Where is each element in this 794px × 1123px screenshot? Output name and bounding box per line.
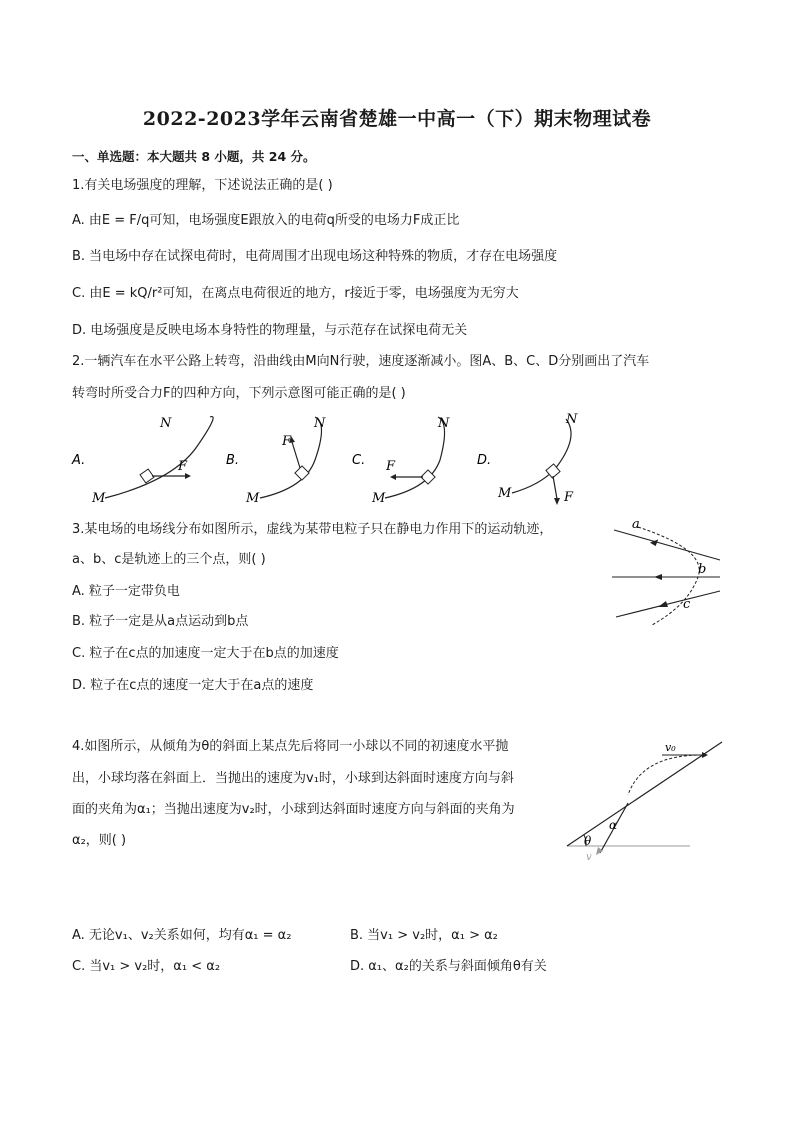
q3-point-a: a — [632, 517, 640, 532]
q4-theta-label: θ — [584, 834, 592, 848]
fig-a-M: M — [92, 491, 106, 506]
q4-option-b: B. 当v₁ > v₂时，α₁ > α₂ — [350, 928, 498, 943]
q1-option-b: B. 当电场中存在试探电荷时，电荷周围才出现电场这种特殊的物质，才存在电场强度 — [72, 249, 558, 264]
q1-option-c: C. 由E = kQ/r²可知，在离点电荷很近的地方，r接近于零，电场强度为无穷大 — [72, 286, 519, 301]
fig-a-F: F — [178, 459, 188, 474]
page-title: 2022-2023学年云南省楚雄一中高一（下）期末物理试卷 — [142, 108, 652, 130]
q4-option-a: A. 无论v₁、v₂关系如何，均有α₁ = α₂ — [72, 928, 292, 943]
q4-stem-line1: 4.如图所示，从倾角为θ的斜面上某点先后将同一小球以不同的初速度水平抛 — [72, 739, 509, 754]
q4-option-d: D. α₁、α₂的关系与斜面倾角θ有关 — [350, 959, 547, 974]
q3-option-a: A. 粒子一定带负电 — [72, 584, 180, 599]
fig-a-N: N — [160, 416, 172, 431]
q4-alpha-label: α — [609, 818, 618, 832]
q2-stem-line2: 转弯时所受合力F的四种方向，下列示意图可能正确的是( ) — [72, 386, 406, 401]
fig-d-label: D. — [477, 453, 492, 468]
q2-stem-line1: 2.一辆汽车在水平公路上转弯，沿曲线由M向N行驶，速度逐渐减小。图A、B、C、D分别画出了汽车 — [72, 354, 650, 369]
q1-option-d: D. 电场强度是反映电场本身特性的物理量，与示范存在试探电荷无关 — [72, 323, 468, 338]
fig-c-F: F — [386, 459, 396, 474]
fig-a-label: A. — [72, 453, 86, 468]
fig-b-label: B. — [226, 453, 240, 468]
fig-b-N: N — [314, 416, 326, 431]
fig-c-label: C. — [352, 453, 366, 468]
q3-option-b: B. 粒子一定是从a点运动到b点 — [72, 614, 249, 629]
section-heading: 一、单选题：本大题共 8 小题，共 24 分。 — [72, 149, 316, 164]
fig-d-M: M — [498, 486, 512, 501]
q4-v0-label: v₀ — [665, 741, 676, 754]
q3-point-b: b — [698, 562, 707, 577]
q2-figure-d — [477, 412, 578, 505]
q2-figures — [60, 405, 620, 515]
fig-c-N: N — [438, 416, 450, 431]
q4-option-c: C. 当v₁ > v₂时，α₁ < α₂ — [72, 959, 221, 974]
q4-v-label: v — [586, 852, 592, 863]
q3-stem-line1: 3.某电场的电场线分布如图所示，虚线为某带电粒子只在静电力作用下的运动轨迹， — [72, 522, 553, 537]
fig-d-N: N — [566, 412, 578, 427]
fig-c-M: M — [372, 491, 386, 506]
q2-figure-a — [71, 416, 213, 506]
q3-point-c: c — [683, 597, 691, 612]
q2-figure-b — [226, 416, 326, 506]
q3-option-c: C. 粒子在c点的加速度一定大于在b点的加速度 — [72, 646, 339, 661]
q3-option-d: D. 粒子在c点的速度一定大于在a点的速度 — [72, 678, 314, 693]
fig-d-F: F — [564, 490, 574, 505]
q4-stem-line3: 面的夹角为α₁；当抛出速度为v₂时，小球到达斜面时速度方向与斜面的夹角为 — [72, 802, 515, 817]
q2-figure-c — [352, 416, 450, 506]
q3-stem-line2: a、b、c是轨迹上的三个点，则( ) — [72, 552, 266, 567]
q1-stem: 1.有关电场强度的理解，下述说法正确的是( ) — [72, 178, 333, 193]
q4-incline-figure — [562, 735, 732, 865]
q4-stem-line4: α₂，则( ) — [72, 833, 127, 848]
fig-b-M: M — [246, 491, 260, 506]
q4-stem-line2: 出，小球均落在斜面上．当抛出的速度为v₁时，小球到达斜面时速度方向与斜 — [72, 771, 514, 786]
q1-option-a: A. 由E = F/q可知，电场强度E跟放入的电荷q所受的电场力F成正比 — [72, 213, 460, 228]
q3-field-figure — [608, 515, 728, 625]
fig-b-F: F — [282, 434, 292, 449]
